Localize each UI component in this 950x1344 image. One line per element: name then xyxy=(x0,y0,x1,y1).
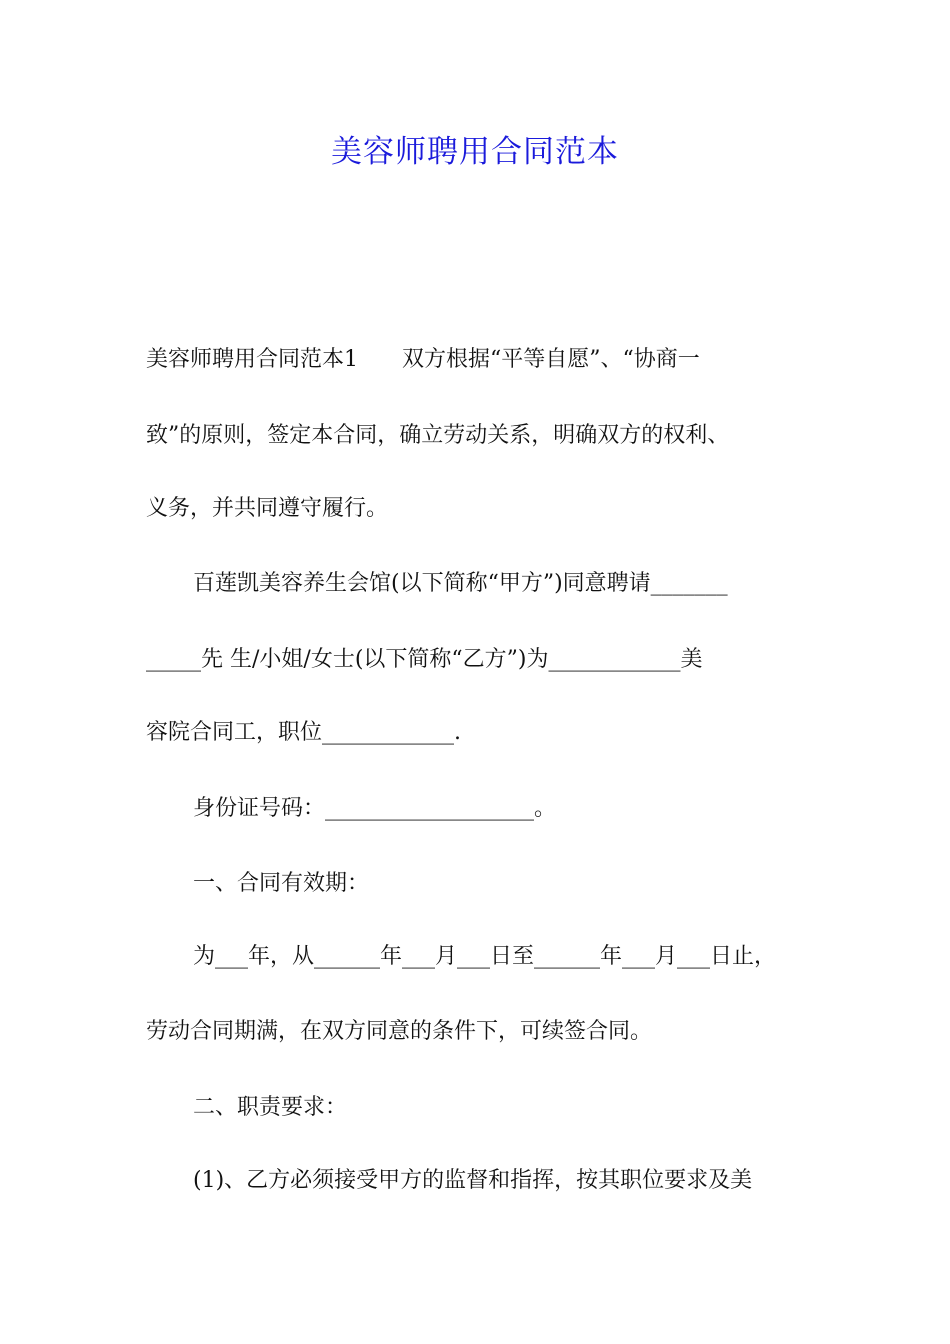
paragraph-line: 百莲凯美容养生会馆(以下简称“甲方”)同意聘请_______ xyxy=(193,571,728,596)
paragraph-line: (1)、乙方必须接受甲方的监督和指挥，按其职位要求及美 xyxy=(193,1168,753,1193)
paragraph-line: _____先 生/小姐/女士(以下简称“乙方”)为____________美 xyxy=(146,647,703,672)
section-heading: 二、职责要求： xyxy=(193,1095,348,1120)
paragraph-line: 身份证号码：___________________。 xyxy=(193,796,557,821)
paragraph-line: 致”的原则，签定本合同，确立劳动关系，明确双方的权利、 xyxy=(146,423,730,448)
paragraph-line: 容院合同工，职位____________. xyxy=(146,720,461,745)
section-heading: 一、合同有效期： xyxy=(193,871,370,896)
paragraph-line: 劳动合同期满，在双方同意的条件下，可续签合同。 xyxy=(146,1019,653,1044)
document-title: 美容师聘用合同范本 xyxy=(331,134,619,170)
paragraph-line: 义务，并共同遵守履行。 xyxy=(146,496,389,521)
paragraph-line: 为___年，从______年___月___日至______年___月___日止， xyxy=(193,944,777,969)
paragraph-line: 美容师聘用合同范本1 双方根据“平等自愿”、“协商一 xyxy=(146,347,700,372)
